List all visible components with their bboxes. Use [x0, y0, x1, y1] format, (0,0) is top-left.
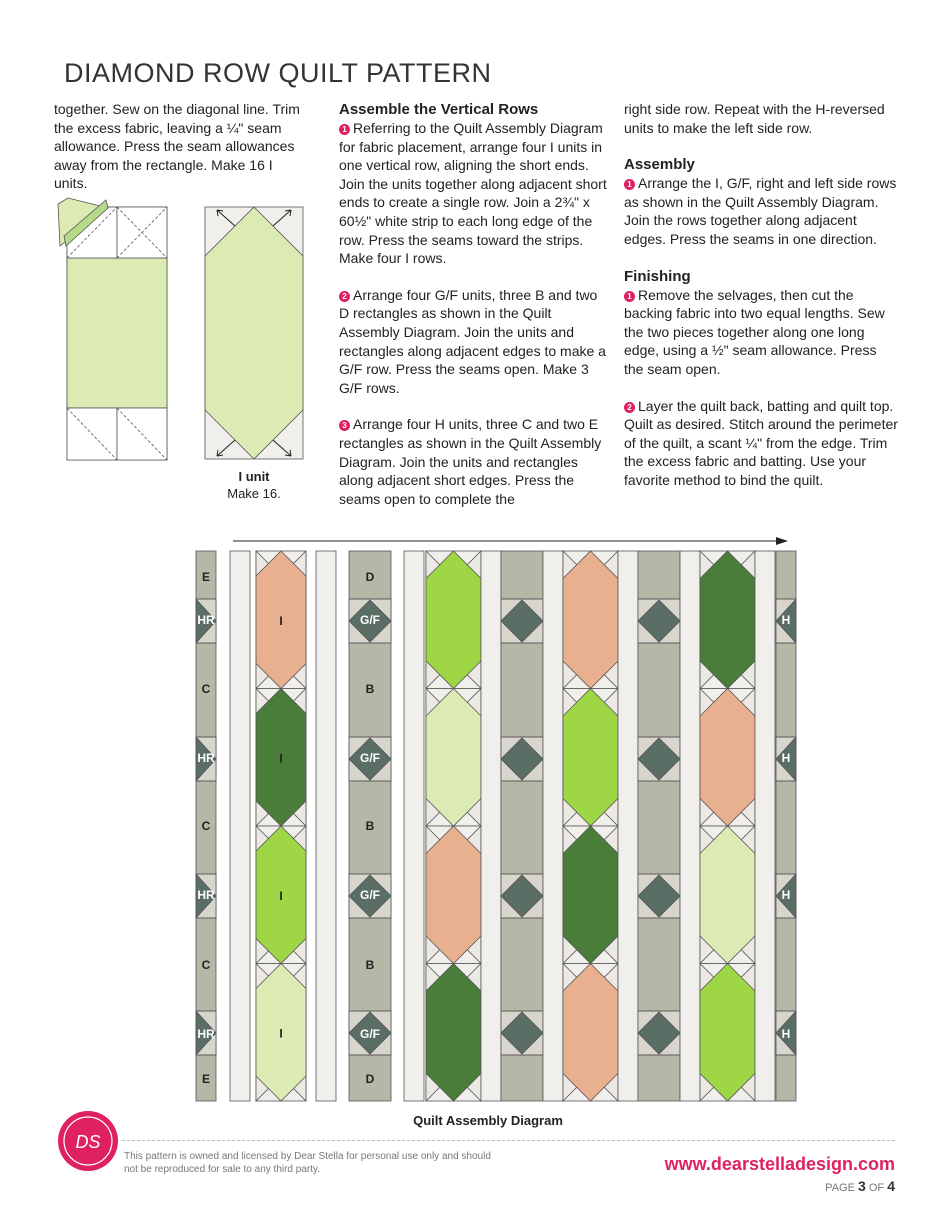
column-1 [54, 100, 304, 193]
website-link[interactable]: www.dearstelladesign.com [664, 1154, 895, 1174]
side-row-label: E [201, 570, 211, 584]
assembly-step-1-text: Arrange the I, G/F, right and left side rows as shown in the Quilt Assembly Diagram. Join the rows together along adjacent edges. Press the seams in one direction. [624, 175, 897, 247]
i-unit-caption [204, 468, 304, 502]
step-1-text: Referring to the Quilt Assembly Diagram for fabric placement, arrange four I units in one vertical row, aligning the short ends. Join the units together along adjacent short ends to create a single row. Join a 2¾" x 60½" white strip to each long edge of the row. Press the seams toward the strips. Make four I rows. [339, 120, 607, 267]
side-row-label: H [781, 613, 791, 627]
i-row-2-diamond [426, 826, 481, 964]
side-row-label: C [201, 958, 211, 972]
gf-row-label: B [365, 819, 375, 833]
step-2-text: Arrange four G/F units, three B and two D rectangles as shown in the Quilt Assembly Diagram. Join the units and rectangles along adjacent edges to make a G/F row. Press the seams open. Make 3 G/F rows. [339, 286, 606, 396]
side-row-label: HR [197, 1027, 215, 1041]
column-3 [624, 100, 899, 490]
section-heading-finishing: Finishing [624, 267, 691, 285]
i-row-3-diamond [563, 964, 618, 1102]
page-prefix: PAGE [825, 1182, 855, 1194]
white-strip [481, 551, 501, 1101]
white-strip [230, 551, 250, 1101]
page-total: 4 [887, 1178, 895, 1194]
white-strip [618, 551, 638, 1101]
gf-row-label: B [365, 958, 375, 972]
gf-row-label: G/F [360, 613, 380, 627]
block-unit-illustration [56, 196, 172, 462]
col1-text: together. Sew on the diagonal line. Trim the excess fabric, leaving a ¼" seam allowance. Press the seam allowances away from the rectangle. Make 16 I units. [54, 101, 300, 192]
finishing-step-2 [624, 397, 899, 490]
step-number-icon: 1 [339, 124, 350, 135]
quilt-assembly-diagram [190, 532, 800, 1104]
page-title: DIAMOND ROW QUILT PATTERN [64, 58, 492, 88]
step-2 [339, 286, 609, 398]
direction-arrow-icon [776, 537, 788, 545]
i-row-4-diamond [700, 964, 755, 1102]
diagram-caption: Quilt Assembly Diagram [413, 1113, 563, 1128]
i-row-3-diamond [563, 689, 618, 827]
white-strip [404, 551, 424, 1101]
i-unit-label: I [279, 613, 283, 628]
section-heading-assembly: Assembly [624, 156, 695, 174]
gf-row-label: D [365, 1072, 375, 1086]
side-row-label: H [781, 888, 791, 902]
page-number [825, 1178, 895, 1194]
section-heading-vertical-rows: Assemble the Vertical Rows [339, 101, 539, 118]
step-number-icon: 2 [624, 402, 635, 413]
side-row-label: HR [197, 613, 215, 627]
column-2 [339, 100, 609, 508]
gf-row-label: G/F [360, 888, 380, 902]
i-row-4-diamond [700, 551, 755, 689]
continued-text: right side row. Repeat with the H-reversed units to make the left side row. [624, 101, 885, 136]
i-unit-label: I [279, 1026, 283, 1041]
finishing-step-2-text: Layer the quilt back, batting and quilt top. Quilt as desired. Stitch around the perimeter of the quilt, a scant ¼" from the edge. Trim the excess fabric and batting. Use your favorite method to bind the quilt. [624, 397, 898, 488]
white-strip [316, 551, 336, 1101]
white-strip [755, 551, 775, 1101]
assembly-step-1 [624, 174, 899, 248]
side-row-label: H [781, 751, 791, 765]
i-unit-label: I [279, 888, 283, 903]
i-row-3-diamond [563, 826, 618, 964]
side-row-label: C [201, 682, 211, 696]
dear-stella-logo [57, 1110, 119, 1172]
i-unit-label: I [279, 751, 283, 766]
gf-row-label: D [365, 570, 375, 584]
step-3-text: Arrange four H units, three C and two E rectangles as shown in the Quilt Assembly Diagram. Join the units and rectangles along adjacent short edges. Press the seams open to complete the [339, 416, 602, 507]
white-strip [680, 551, 700, 1101]
side-row-label: C [201, 819, 211, 833]
white-strip [543, 551, 563, 1101]
step-number-icon: 2 [339, 291, 350, 302]
side-row-label: E [201, 1072, 211, 1086]
gf-row-label: G/F [360, 751, 380, 765]
i-row-2-diamond [426, 689, 481, 827]
legal-notice: This pattern is owned and licensed by Dear Stella for personal use only and should not be reproduced for sale to any third party. [124, 1151, 491, 1175]
i-unit-sub: Make 16. [227, 486, 281, 501]
finishing-step-1-text: Remove the selvages, then cut the backing fabric into two equal lengths. Sew the two pieces together along one long edge, using a ½" seam allowance. Press the seam open. [624, 286, 885, 377]
i-row-4-diamond [700, 689, 755, 827]
i-unit-illustration [204, 206, 304, 462]
i-row-3-diamond [563, 551, 618, 689]
side-row-label: HR [197, 888, 215, 902]
i-row-2-diamond [426, 551, 481, 689]
logo-text: DS [75, 1132, 101, 1152]
i-row-4-diamond [700, 826, 755, 964]
step-number-icon: 1 [624, 179, 635, 190]
step-1 [339, 119, 609, 268]
finishing-step-1 [624, 286, 899, 379]
step-number-icon: 1 [624, 291, 635, 302]
footer-divider [122, 1140, 895, 1141]
step-3 [339, 415, 609, 508]
gf-row-label: G/F [360, 1027, 380, 1041]
i-row-2-diamond [426, 964, 481, 1102]
page-of: OF [868, 1182, 885, 1194]
side-row-label: H [781, 1027, 791, 1041]
page-current: 3 [858, 1178, 866, 1194]
i-unit-label: I unit [238, 469, 270, 484]
side-row-label: HR [197, 751, 215, 765]
gf-row-label: B [365, 682, 375, 696]
step-number-icon: 3 [339, 420, 350, 431]
